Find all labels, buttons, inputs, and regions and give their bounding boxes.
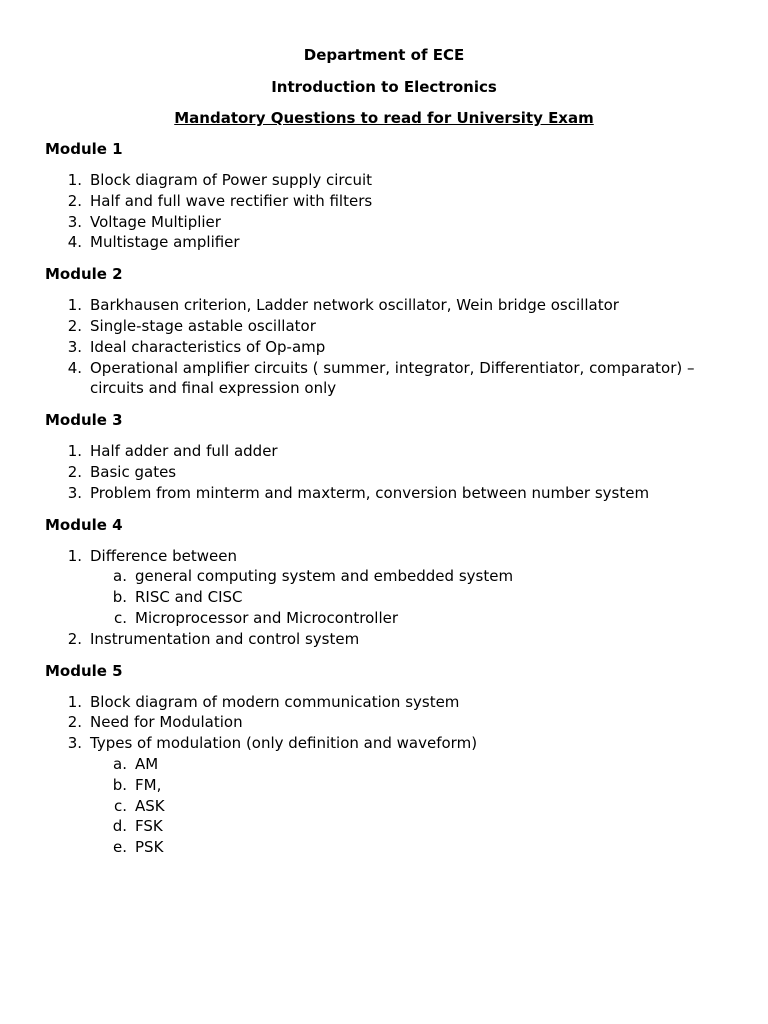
sub-item-text: AM: [135, 754, 159, 773]
course-heading: Introduction to Electronics: [271, 78, 497, 96]
sub-item-text: general computing system and embedded system: [135, 567, 514, 586]
sub-item-text: FM,: [135, 775, 162, 794]
module-title: Module 1: [45, 140, 123, 158]
item-number: 2.: [67, 629, 82, 648]
sub-item-letter: c.: [113, 608, 127, 627]
item-text: Block diagram of modern communication system: [90, 692, 460, 711]
sub-list-item: [45, 566, 723, 587]
item-number: 3.: [67, 734, 82, 753]
sub-item-letter: b.: [112, 775, 127, 794]
sub-item-text: ASK: [135, 796, 165, 815]
item-text: Operational amplifier circuits ( summer, integrator, Differentiator, comparator) – circuits and final expression only: [90, 358, 695, 398]
sub-item-letter: a.: [113, 567, 127, 586]
list-item: [45, 546, 723, 629]
sub-list-item: [45, 587, 723, 608]
sub-list-item: [45, 816, 723, 837]
exam-subtitle: Mandatory Questions to read for University Exam: [174, 109, 594, 127]
item-number: 1.: [67, 442, 82, 461]
list-item: [45, 483, 723, 504]
sub-list-item: [45, 608, 723, 629]
item-text: Block diagram of Power supply circuit: [90, 171, 373, 189]
list-item: [45, 170, 723, 191]
sub-item-letter: a.: [113, 754, 127, 773]
sub-item-letter: d.: [112, 817, 127, 836]
item-text: Problem from minterm and maxterm, conversion between number system: [90, 483, 650, 502]
item-text: Single-stage astable oscillator: [90, 316, 316, 335]
item-text: Multistage amplifier: [90, 233, 240, 252]
module-title: Module 3: [45, 411, 123, 430]
item-text: Basic gates: [90, 462, 177, 481]
item-number: 1.: [67, 692, 82, 711]
item-text: Half adder and full adder: [90, 442, 278, 461]
item-number: 4.: [67, 233, 82, 252]
module-5-section: [45, 661, 723, 858]
list-item: [45, 191, 723, 212]
list-item: [45, 212, 723, 233]
list-item: [45, 629, 723, 650]
item-number: 4.: [67, 358, 82, 377]
item-text: Instrumentation and control system: [90, 629, 360, 648]
item-text: Types of modulation (only definition and waveform): [90, 734, 478, 753]
question-list: [45, 441, 723, 503]
item-number: 2.: [67, 191, 82, 210]
sub-item-text: Microprocessor and Microcontroller: [135, 608, 399, 627]
module-title: Module 5: [45, 661, 123, 680]
item-number: 1.: [67, 546, 82, 565]
department-heading: Department of ECE: [303, 46, 465, 64]
sub-item-letter: b.: [112, 588, 127, 607]
module-1-section: [45, 139, 723, 253]
item-number: 1.: [67, 171, 82, 189]
sub-list-item: [45, 796, 723, 817]
item-text: Difference between: [90, 546, 237, 565]
list-item: [45, 441, 723, 462]
item-number: 1.: [67, 296, 82, 315]
sub-list-item: [45, 837, 723, 858]
question-list: [45, 546, 723, 650]
item-text: Ideal characteristics of Op-amp: [90, 337, 326, 356]
list-item: [45, 337, 723, 358]
sub-item-text: FSK: [135, 817, 163, 836]
item-number: 3.: [67, 483, 82, 502]
list-item: [45, 733, 723, 858]
module-title: Module 2: [45, 265, 123, 284]
item-number: 2.: [67, 316, 82, 335]
sub-list-item: [45, 754, 723, 775]
item-number: 3.: [67, 212, 82, 231]
list-item: [45, 295, 723, 316]
item-text: Voltage Multiplier: [90, 212, 221, 231]
module-3-section: [45, 410, 723, 503]
module-4-section: [45, 515, 723, 650]
module-title: Module 4: [45, 515, 123, 534]
list-item: [45, 692, 723, 713]
item-number: 3.: [67, 337, 82, 356]
item-text: Half and full wave rectifier with filters: [90, 191, 373, 210]
item-number: 2.: [67, 462, 82, 481]
list-item: [45, 316, 723, 337]
list-item: [45, 358, 723, 400]
list-item: [45, 462, 723, 483]
sub-list: [45, 754, 723, 858]
list-item: [45, 712, 723, 733]
sub-item-letter: e.: [113, 838, 127, 857]
question-list: [45, 170, 723, 253]
question-list: [45, 692, 723, 858]
item-text: Need for Modulation: [90, 713, 243, 732]
module-2-section: [45, 264, 723, 399]
sub-item-text: PSK: [135, 838, 164, 857]
sub-list-item: [45, 775, 723, 796]
item-text: Barkhausen criterion, Ladder network oscillator, Wein bridge oscillator: [90, 296, 619, 315]
question-list: [45, 295, 723, 399]
item-number: 2.: [67, 713, 82, 732]
sub-list: [45, 566, 723, 628]
list-item: [45, 232, 723, 253]
sub-item-text: RISC and CISC: [135, 588, 243, 607]
sub-item-letter: c.: [113, 796, 127, 815]
